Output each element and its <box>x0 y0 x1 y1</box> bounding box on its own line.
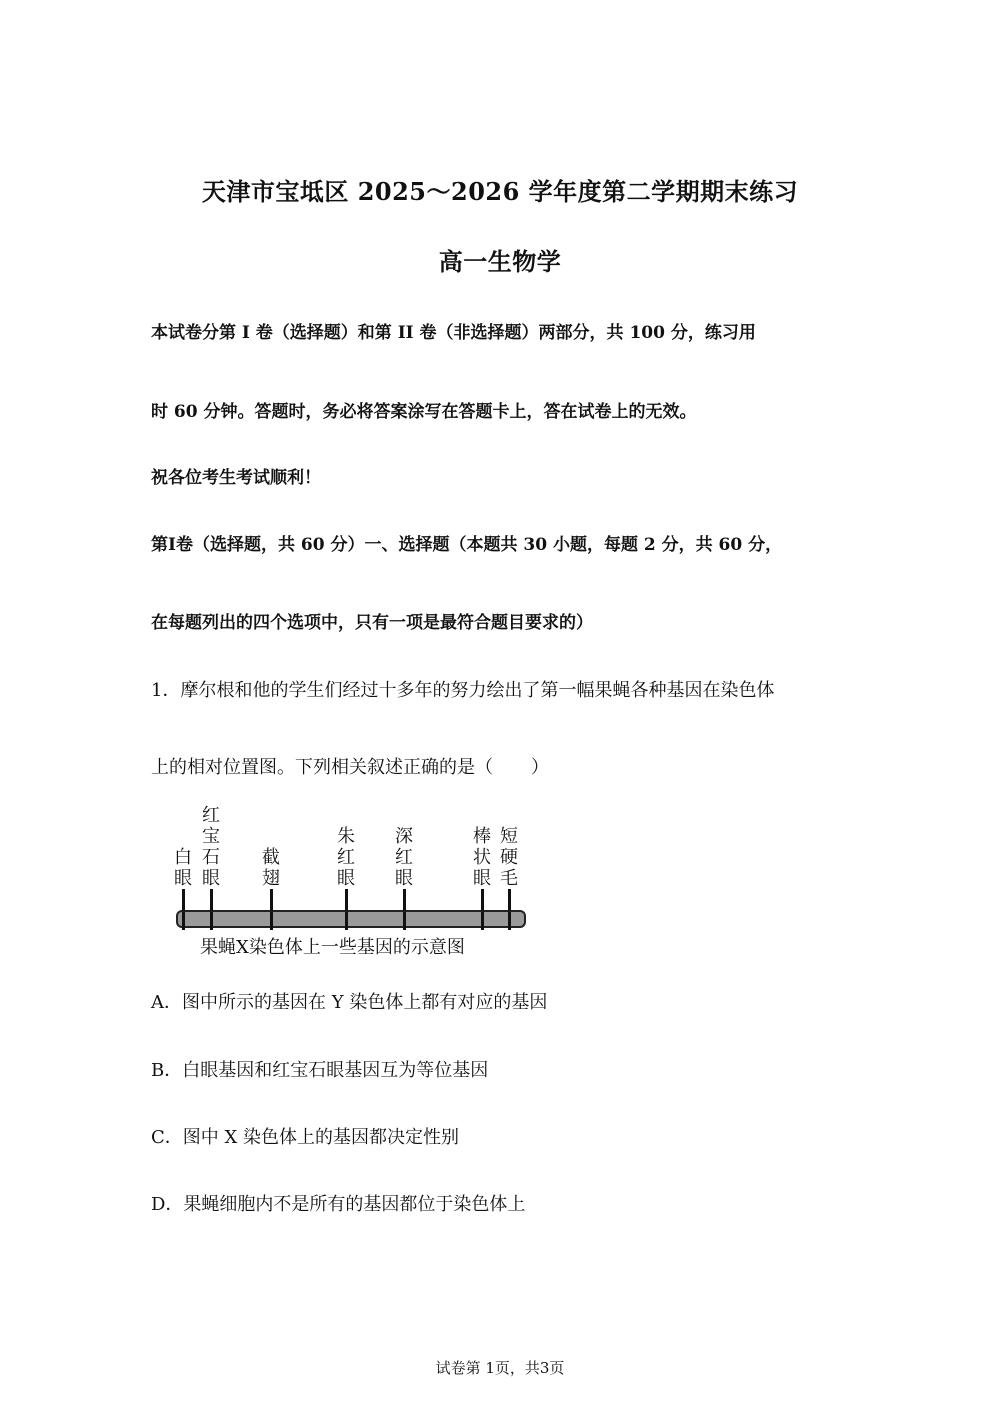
question-1-stem-close: ） <box>531 757 549 778</box>
question-1-stem-line-1: 1．摩尔根和他的学生们经过十多年的努力绘出了第一幅果蝇各种基因在染色体 <box>151 680 775 701</box>
figure-caption: 果蝇X染色体上一些基因的示意图 <box>200 937 465 958</box>
option-a: A．图中所示的基因在 Y 染色体上都有对应的基因 <box>151 992 548 1013</box>
question-1-stem-text: 上的相对位置图。下列相关叙述正确的是（ <box>151 757 493 778</box>
gene-locus-tick <box>270 889 273 911</box>
gene-locus-mark <box>270 912 273 930</box>
chromosome-figure <box>172 805 532 965</box>
gene-label-vermilion-eye: 朱 红 眼 <box>337 826 355 889</box>
gene-locus-mark <box>210 912 213 930</box>
x-chromosome-bar <box>176 910 526 928</box>
option-b: B．白眼基因和红宝石眼基因互为等位基因 <box>151 1060 489 1081</box>
gene-label-bar-eye: 棒 状 眼 <box>473 826 491 889</box>
gene-locus-tick <box>182 889 185 911</box>
option-c: C．图中 X 染色体上的基因都决定性别 <box>151 1127 460 1148</box>
gene-locus-tick <box>345 889 348 911</box>
gene-label-short-bristle: 短 硬 毛 <box>500 826 518 889</box>
gene-locus-mark <box>182 912 185 930</box>
gene-locus-mark <box>345 912 348 930</box>
gene-label-deep-red-eye: 深 红 眼 <box>395 826 413 889</box>
section-header-line-2: 在每题列出的四个选项中，只有一项是最符合题目要求的） <box>151 613 593 633</box>
gene-label-ruby-eye: 红 宝 石 眼 <box>202 805 220 889</box>
gene-locus-tick <box>403 889 406 911</box>
section-header-line-1: 第Ⅰ卷（选择题，共 60 分）一、选择题（本题共 30 小题，每题 2 分，共 60 分， <box>151 535 783 555</box>
question-1-stem-line-2 <box>151 753 549 779</box>
gene-locus-tick <box>481 889 484 911</box>
gene-locus-mark <box>481 912 484 930</box>
instruction-wish: 祝各位考生考试顺利！ <box>151 468 321 488</box>
gene-locus-tick <box>508 889 511 911</box>
gene-label-white-eye: 白 眼 <box>174 847 192 889</box>
gene-locus-tick <box>210 889 213 911</box>
instruction-line-2: 时 60 分钟。答题时，务必将答案涂写在答题卡上，答在试卷上的无效。 <box>151 402 697 422</box>
exam-subject: 高一生物学 <box>438 247 562 276</box>
gene-locus-mark <box>403 912 406 930</box>
gene-label-cut-wing: 截 翅 <box>262 847 280 889</box>
option-d: D．果蝇细胞内不是所有的基因都位于染色体上 <box>151 1194 526 1215</box>
gene-locus-mark <box>508 912 511 930</box>
instruction-line-1: 本试卷分第 I 卷（选择题）和第 II 卷（非选择题）两部分，共 100 分，练习用 <box>151 323 756 343</box>
page-footer: 试卷第 1页，共3页 <box>435 1359 565 1377</box>
exam-title: 天津市宝坻区 2025～2026 学年度第二学期期末练习 <box>201 177 799 206</box>
